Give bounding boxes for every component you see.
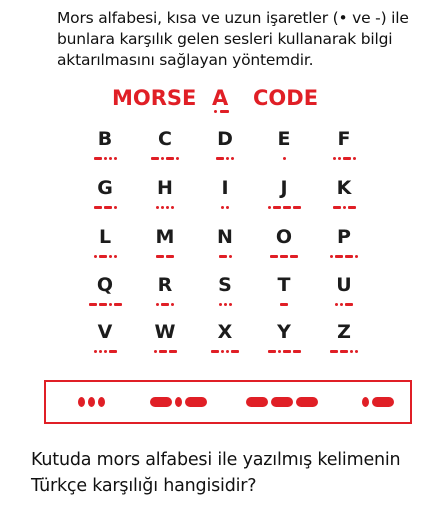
- morse-letter-d: [197, 128, 253, 178]
- letter-label: G: [97, 177, 113, 199]
- message-dot: [98, 397, 105, 407]
- morse-dot: [94, 350, 97, 353]
- morse-letter-o: [256, 226, 312, 276]
- letter-label: Q: [96, 274, 114, 296]
- morse-dot: [109, 157, 112, 160]
- letter-label: O: [275, 226, 293, 248]
- morse-code-symbols: [316, 348, 372, 354]
- morse-dash: [151, 157, 159, 160]
- letter-label: B: [97, 128, 113, 150]
- morse-dash: [89, 303, 97, 306]
- morse-dot: [333, 157, 336, 160]
- morse-letter-z: [316, 321, 372, 371]
- morse-dash: [273, 206, 281, 209]
- morse-dot: [94, 255, 97, 258]
- letter-label: U: [336, 274, 352, 296]
- message-dot: [88, 397, 95, 407]
- message-letter-code: [362, 382, 394, 422]
- morse-code-symbols: [137, 155, 193, 161]
- morse-dash: [335, 255, 343, 258]
- letter-label: N: [217, 226, 233, 248]
- morse-letter-v: [77, 321, 133, 371]
- morse-dot: [156, 303, 159, 306]
- morse-code-symbols: [137, 301, 193, 307]
- morse-dash: [340, 350, 348, 353]
- morse-code-symbols: [137, 348, 193, 354]
- morse-dash: [94, 157, 102, 160]
- message-dash: [246, 397, 268, 407]
- morse-letter-f: [316, 128, 372, 178]
- morse-dash: [114, 303, 122, 306]
- letter-label: T: [277, 274, 291, 296]
- message-dash: [271, 397, 293, 407]
- message-dot: [362, 397, 369, 407]
- morse-dash: [166, 255, 174, 258]
- morse-code-symbols: [256, 155, 312, 161]
- title-word-morse: MORSE: [112, 86, 197, 110]
- morse-letter-m: [137, 226, 193, 276]
- morse-letter-g: [77, 177, 133, 227]
- morse-dash: [345, 255, 353, 258]
- morse-dot: [226, 157, 229, 160]
- message-dash: [185, 397, 207, 407]
- morse-dash: [280, 303, 288, 306]
- morse-dot: [104, 350, 107, 353]
- morse-dot: [229, 255, 232, 258]
- morse-dot: [350, 350, 353, 353]
- morse-letter-r: [137, 274, 193, 324]
- morse-dash: [283, 206, 291, 209]
- morse-dash: [99, 303, 107, 306]
- morse-dot: [229, 303, 232, 306]
- message-letter-code: [246, 382, 318, 422]
- letter-label: X: [217, 321, 233, 343]
- letter-label: P: [337, 226, 351, 248]
- morse-dot: [99, 350, 102, 353]
- title-word-code: CODE: [253, 86, 319, 110]
- message-dash: [296, 397, 318, 407]
- letter-label: Z: [337, 321, 351, 343]
- morse-letter-x: [197, 321, 253, 371]
- morse-letter-s: [197, 274, 253, 324]
- morse-code-symbols: [197, 253, 253, 259]
- morse-code-symbols: [197, 348, 253, 354]
- morse-dash: [169, 350, 177, 353]
- morse-code-symbols: [77, 155, 133, 161]
- morse-dash: [99, 255, 107, 258]
- morse-dash: [231, 350, 239, 353]
- morse-dot: [278, 350, 281, 353]
- morse-code-symbols: [77, 301, 133, 307]
- letter-label: F: [337, 128, 351, 150]
- morse-dash: [348, 206, 356, 209]
- morse-dash: [293, 206, 301, 209]
- morse-letter-w: [137, 321, 193, 371]
- morse-code-symbols: [77, 348, 133, 354]
- morse-code-symbols: [137, 253, 193, 259]
- morse-letter-n: [197, 226, 253, 276]
- morse-letter-k: [316, 177, 372, 227]
- morse-dash: [343, 157, 351, 160]
- morse-code-symbols: [256, 253, 312, 259]
- morse-dash: [166, 157, 174, 160]
- morse-code-symbols: [256, 348, 312, 354]
- message-dot: [78, 397, 85, 407]
- morse-dot: [355, 255, 358, 258]
- morse-dot: [343, 206, 346, 209]
- morse-letter-q: [77, 274, 133, 324]
- morse-letter-u: [316, 274, 372, 324]
- morse-dot: [171, 206, 174, 209]
- morse-dash: [159, 350, 167, 353]
- morse-dash: [104, 206, 112, 209]
- morse-dash: [333, 206, 341, 209]
- morse-dot: [224, 303, 227, 306]
- letter-label: C: [158, 128, 172, 150]
- letter-label: L: [98, 226, 112, 248]
- morse-dot: [226, 206, 229, 209]
- morse-dot: [114, 157, 117, 160]
- morse-code-symbols: [256, 204, 312, 210]
- morse-dash: [219, 255, 227, 258]
- letter-label: E: [277, 128, 291, 150]
- morse-dot: [338, 157, 341, 160]
- morse-letter-p: [316, 226, 372, 276]
- morse-dot: [109, 303, 112, 306]
- morse-dot: [353, 157, 356, 160]
- letter-label: S: [218, 274, 232, 296]
- morse-dash: [94, 206, 102, 209]
- letter-label: R: [157, 274, 173, 296]
- morse-dash: [216, 157, 224, 160]
- morse-dot: [166, 206, 169, 209]
- letter-label: H: [157, 177, 173, 199]
- morse-dot: [219, 303, 222, 306]
- morse-dash: [156, 255, 164, 258]
- letter-label: V: [97, 321, 113, 343]
- morse-dash: [211, 350, 219, 353]
- morse-dot: [171, 303, 174, 306]
- morse-code-symbols: [316, 301, 372, 307]
- morse-dot: [161, 206, 164, 209]
- morse-letter-t: [256, 274, 312, 324]
- morse-dot: [335, 303, 338, 306]
- intro-text: Mors alfabesi, kısa ve uzun işaretler (• ve -) ile bunlara karşılık gelen sesleri kullanarak bilgi aktarılmasını sağlayan yöntemdir.: [57, 9, 409, 69]
- morse-dot: [109, 255, 112, 258]
- morse-letter-e: [256, 128, 312, 178]
- letter-label: W: [154, 321, 176, 343]
- morse-letter-y: [256, 321, 312, 371]
- morse-dot: [161, 157, 164, 160]
- morse-code-symbols: [256, 301, 312, 307]
- title-letter-a: A: [212, 86, 229, 110]
- question-text: Kutuda mors alfabesi ile yazılmış kelimenin Türkçe karşılığı hangisidir?: [31, 450, 401, 496]
- morse-dot: [355, 350, 358, 353]
- morse-dot: [226, 350, 229, 353]
- morse-code-symbols: [316, 155, 372, 161]
- morse-dot: [330, 255, 333, 258]
- morse-dot: [154, 350, 157, 353]
- morse-letter-j: [256, 177, 312, 227]
- message-dash: [150, 397, 172, 407]
- morse-code-symbols: [77, 204, 133, 210]
- morse-dot: [221, 350, 224, 353]
- morse-dot: [340, 303, 343, 306]
- morse-message-box: [44, 380, 412, 424]
- letter-label: J: [280, 177, 288, 199]
- message-dash: [372, 397, 394, 407]
- morse-dot: [268, 206, 271, 209]
- letter-label: Y: [277, 321, 291, 343]
- morse-dot: [231, 157, 234, 160]
- morse-dash: [109, 350, 117, 353]
- morse-code-symbols: [197, 301, 253, 307]
- morse-dot: [156, 206, 159, 209]
- message-letter-code: [78, 382, 105, 422]
- morse-dot: [104, 157, 107, 160]
- morse-letter-l: [77, 226, 133, 276]
- morse-code-symbols: [77, 253, 133, 259]
- morse-code-symbols: [316, 253, 372, 259]
- letter-label: I: [221, 177, 229, 199]
- morse-dash: [280, 255, 288, 258]
- morse-dash: [268, 350, 276, 353]
- morse-dash: [293, 350, 301, 353]
- morse-letter-i: [197, 177, 253, 227]
- message-dot: [175, 397, 182, 407]
- letter-label: M: [155, 226, 175, 248]
- letter-label: D: [217, 128, 233, 150]
- message-letter-code: [150, 382, 207, 422]
- morse-code-symbols: [316, 204, 372, 210]
- morse-letter-c: [137, 128, 193, 178]
- morse-dash: [270, 255, 278, 258]
- morse-dot: [114, 255, 117, 258]
- letter-label: K: [336, 177, 352, 199]
- morse-code-symbols: [137, 204, 193, 210]
- morse-dash: [283, 350, 291, 353]
- morse-code-symbols: [197, 155, 253, 161]
- morse-dot: [283, 157, 286, 160]
- morse-dot: [114, 206, 117, 209]
- morse-dash: [330, 350, 338, 353]
- morse-code-symbols: [197, 204, 253, 210]
- morse-letter-b: [77, 128, 133, 178]
- morse-dot: [221, 206, 224, 209]
- morse-letter-h: [137, 177, 193, 227]
- morse-dash: [345, 303, 353, 306]
- morse-dot: [176, 157, 179, 160]
- morse-dash: [290, 255, 298, 258]
- morse-dash: [161, 303, 169, 306]
